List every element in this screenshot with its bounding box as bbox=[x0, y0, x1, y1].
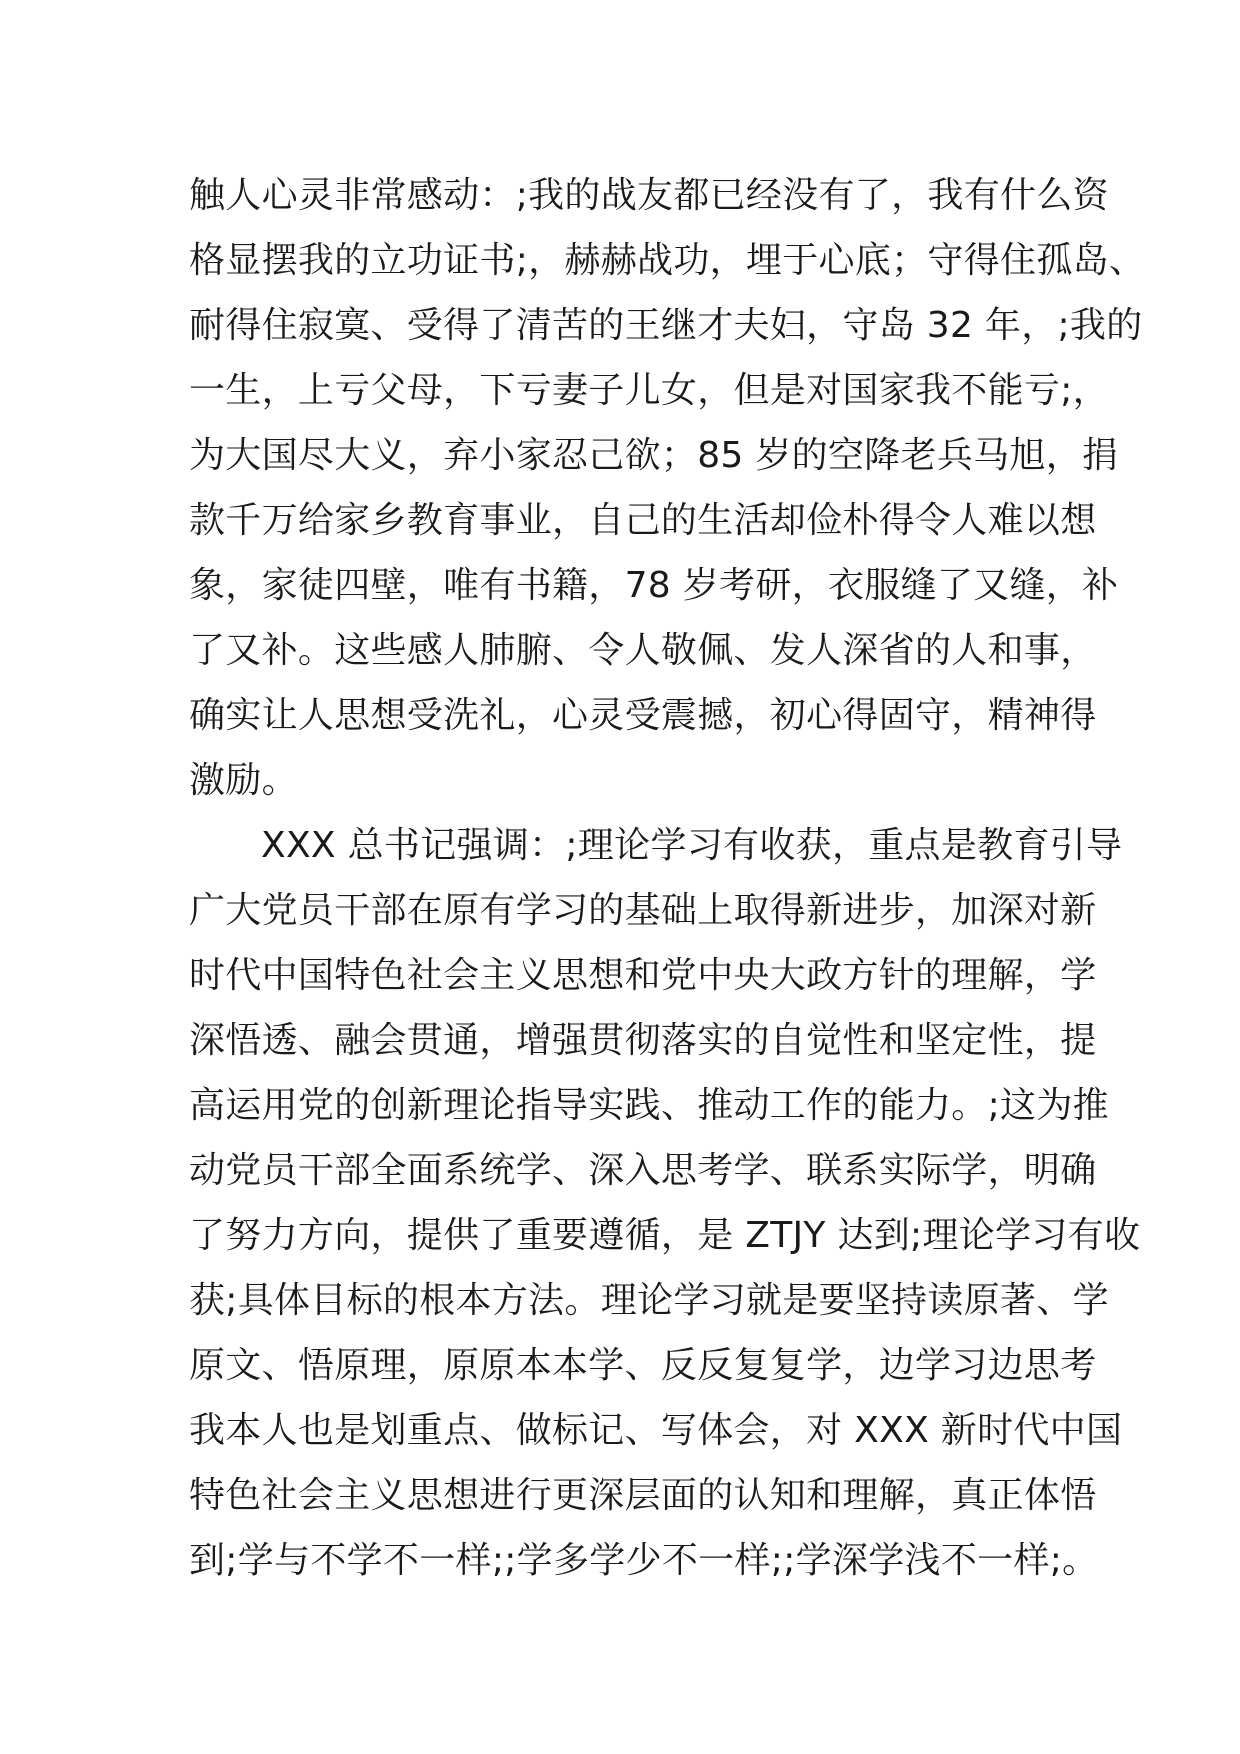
text-line: 广大党员干部在原有学习的基础上取得新进步，加深对新 bbox=[189, 890, 1097, 931]
text-line: 高运用党的创新理论指导实践、推动工作的能力。;这为推 bbox=[189, 1085, 1109, 1126]
text-line: 为大国尽大义，弃小家忍己欲；85 岁的空降老兵马旭，捐 bbox=[189, 435, 1119, 476]
document-body bbox=[189, 163, 1146, 1593]
text-line: 到;学与不学不一样;;学多学少不一样;;学深学浅不一样;。 bbox=[189, 1540, 1099, 1581]
text-line: 了努力方向，提供了重要遵循，是 ZTJY 达到;理论学习有收 bbox=[189, 1215, 1141, 1256]
text-line: 动党员干部全面系统学、深入思考学、联系实际学，明确 bbox=[189, 1150, 1097, 1191]
text-line: 象，家徒四壁，唯有书籍，78 岁考研，衣服缝了又缝，补 bbox=[189, 565, 1119, 606]
text-line: 耐得住寂寞、受得了清苦的王继才夫妇，守岛 32 年，;我的 bbox=[189, 305, 1143, 346]
text-line-indented: XXX 总书记强调：;理论学习有收获，重点是教育引导 bbox=[261, 825, 1123, 866]
text-line: 我本人也是划重点、做标记、写体会，对 XXX 新时代中国 bbox=[189, 1410, 1123, 1451]
text-line: 获;具体目标的根本方法。理论学习就是要坚持读原著、学 bbox=[189, 1280, 1109, 1321]
paragraph-2 bbox=[189, 813, 1141, 1593]
text-line: 触人心灵非常感动：;我的战友都已经没有了，我有什么资 bbox=[189, 175, 1109, 216]
text-line: 原文、悟原理，原原本本学、反反复复学，边学习边思考 bbox=[189, 1345, 1097, 1386]
text-line: 格显摆我的立功证书;，赫赫战功，埋于心底；守得住孤岛、 bbox=[189, 240, 1146, 281]
text-line: 深悟透、融会贯通，增强贯彻落实的自觉性和坚定性，提 bbox=[189, 1020, 1097, 1061]
text-line: 特色社会主义思想进行更深层面的认知和理解，真正体悟 bbox=[189, 1475, 1097, 1516]
text-line: 一生，上亏父母，下亏妻子儿女，但是对国家我不能亏;， bbox=[189, 370, 1109, 411]
text-line: 了又补。这些感人肺腑、令人敬佩、发人深省的人和事， bbox=[189, 630, 1097, 671]
text-line: 款千万给家乡教育事业，自己的生活却俭朴得令人难以想 bbox=[189, 500, 1097, 541]
paragraph-1 bbox=[189, 163, 1146, 813]
text-line: 确实让人思想受洗礼，心灵受震撼，初心得固守，精神得 bbox=[189, 695, 1097, 736]
text-line: 激励。 bbox=[189, 760, 298, 801]
text-line: 时代中国特色社会主义思想和党中央大政方针的理解，学 bbox=[189, 955, 1097, 996]
